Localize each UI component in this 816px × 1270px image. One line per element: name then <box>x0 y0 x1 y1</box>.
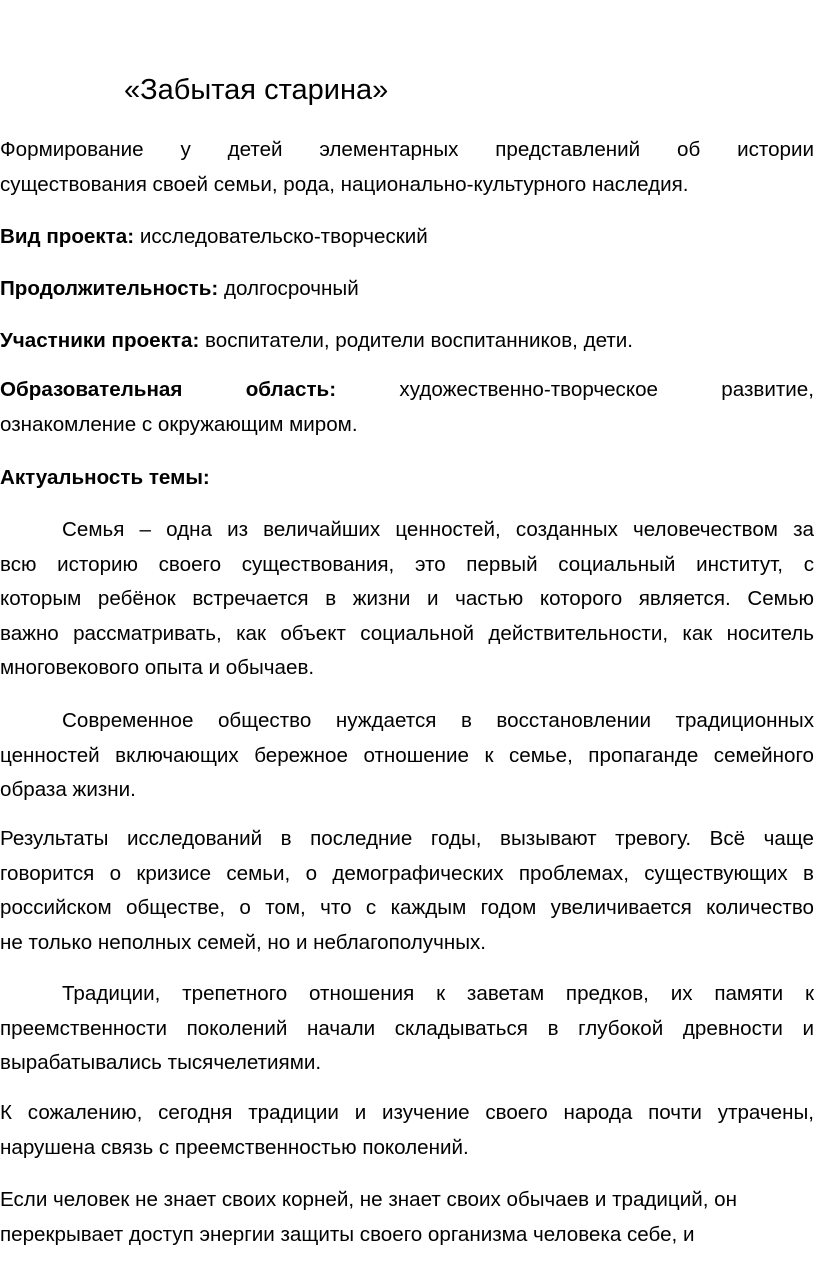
project-duration <box>0 272 814 307</box>
project-type-line <box>0 220 814 255</box>
paragraph-line: важно рассматривать, как объект социальной действительности, как носитель <box>0 621 814 645</box>
paragraph-line: всю историю своего существования, это первый социальный институт, с <box>0 552 814 576</box>
paragraph-line: нарушена связь с преемственностью поколений. <box>0 1135 469 1159</box>
paragraph-research-results <box>0 822 814 960</box>
paragraph-traditions <box>0 977 814 1081</box>
project-participants-line <box>0 324 814 359</box>
paragraph-family-values <box>0 513 814 686</box>
paragraph-modern-society <box>0 704 814 808</box>
project-edu-area-line: ознакомление с окружающим миром. <box>0 412 358 436</box>
paragraph-line: Результаты исследований в последние годы, вызывают тревогу. Всё чаще <box>0 827 814 850</box>
paragraph-roots <box>0 1183 814 1252</box>
paragraph-line: российском обществе, о том, что с каждым годом увеличивается количество <box>0 896 814 919</box>
paragraph-line: говорится о кризисе семьи, о демографических проблемах, существующих в <box>0 861 814 885</box>
paragraph-line: ценностей включающих бережное отношение к семье, пропаганде семейного <box>0 743 814 767</box>
project-duration-label: Продолжительность: <box>0 277 219 300</box>
project-type-value: исследовательско-творческий <box>139 225 428 248</box>
project-edu-area-value: художественно-творческое развитие, <box>399 378 814 401</box>
paragraph-line: К сожалению, сегодня традиции и изучение своего народа почти утрачены, <box>0 1101 814 1124</box>
paragraph-regret <box>0 1096 814 1165</box>
project-participants <box>0 324 814 359</box>
project-goal <box>0 133 814 202</box>
paragraph-line: не только неполных семей, но и неблагополучных. <box>0 930 487 954</box>
document-title: «Забытая старина» <box>124 74 389 106</box>
project-participants-label: Участники проекта: <box>0 329 200 352</box>
project-participants-value: воспитатели, родители воспитанников, дети. <box>205 329 634 352</box>
paragraph-line: преемственности поколений начали складываться в глубокой древности и <box>0 1016 814 1040</box>
paragraph-line: образа жизни. <box>0 778 136 801</box>
paragraph-line: вырабатывались тысячелетиями. <box>0 1051 322 1074</box>
paragraph-line: многовекового опыта и обычаев. <box>0 656 315 679</box>
paragraph-line: Семья – одна из величайших ценностей, созданных человечеством за <box>62 518 814 541</box>
project-type-label: Вид проекта: <box>0 225 135 248</box>
project-goal-line: существования своей семьи, рода, национально-культурного наследия. <box>0 172 689 196</box>
relevance-heading: Актуальность темы: <box>0 466 210 489</box>
paragraph-line: Современное общество нуждается в восстановлении традиционных <box>62 709 814 732</box>
paragraph-line: перекрывает доступ энергии защиты своего организма человека себе, и <box>0 1222 695 1246</box>
paragraph-line: которым ребёнок встречается в жизни и частью которого является. Семью <box>0 587 814 610</box>
project-edu-area-label: Образовательная область: <box>0 378 337 401</box>
project-edu-area-line <box>0 373 814 408</box>
project-duration-line <box>0 272 814 307</box>
relevance-heading-block <box>0 461 814 496</box>
project-goal-line: Формирование у детей элементарных представлений об истории <box>0 138 814 161</box>
project-duration-value: долгосрочный <box>224 277 359 300</box>
paragraph-line: Традиции, трепетного отношения к заветам предков, их памяти к <box>62 982 814 1005</box>
project-edu-area <box>0 373 814 442</box>
project-type <box>0 220 814 255</box>
paragraph-line: Если человек не знает своих корней, не знает своих обычаев и традиций, он <box>0 1188 738 1211</box>
